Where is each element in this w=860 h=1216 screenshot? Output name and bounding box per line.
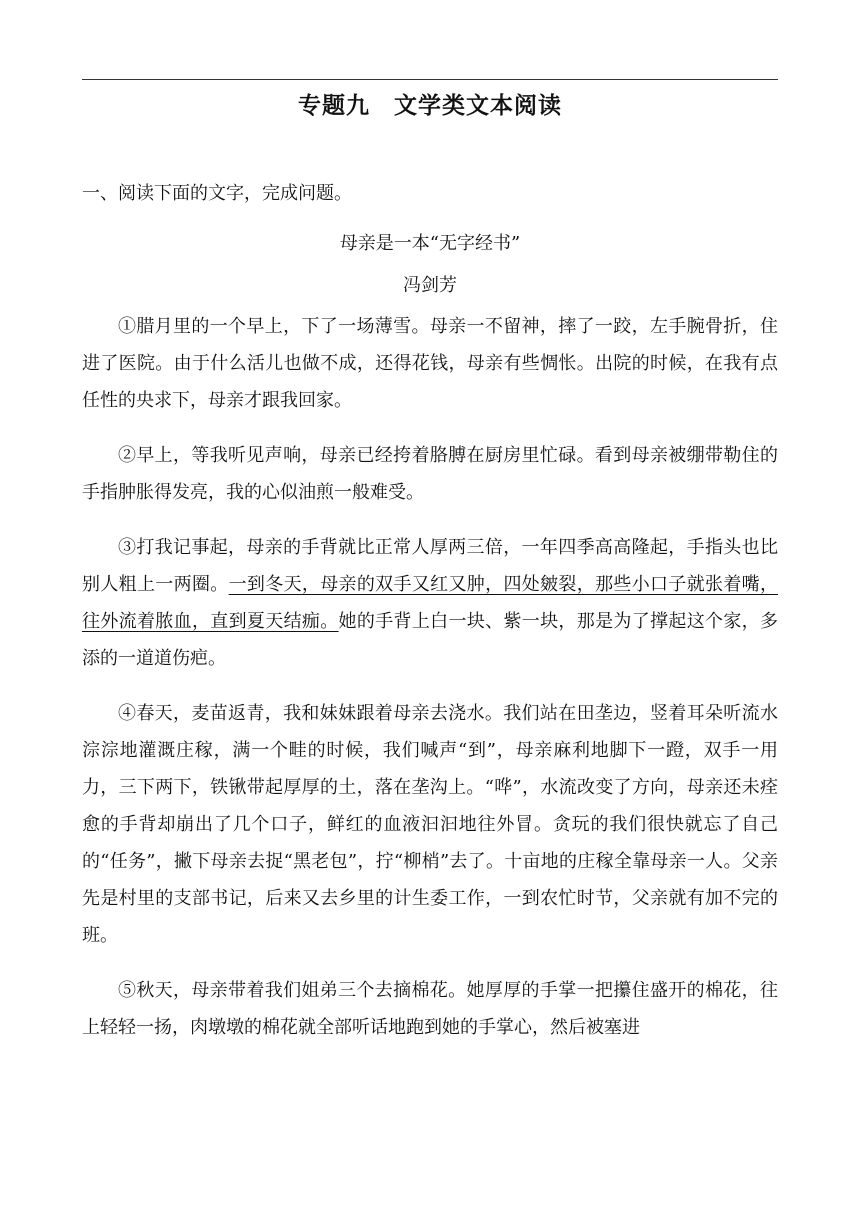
page-title: 专题九 文学类文本阅读 xyxy=(298,93,562,119)
underlined-sentence: 一到冬天，母亲的双手又红又肿，四处皴裂，那些小口子就张着嘴，往外流着脓血，直到夏天结痂。 xyxy=(82,574,778,632)
paragraph-2: ②早上，等我听见声响，母亲已经挎着胳膊在厨房里忙碌。看到母亲被绷带勒住的手指肿胀得发亮，我的心似油煎一般难受。 xyxy=(82,445,778,503)
question-heading: 一、阅读下面的文字，完成问题。 xyxy=(82,183,352,204)
paragraph-5: ⑤秋天，母亲带着我们姐弟三个去摘棉花。她厚厚的手掌一把攥住盛开的棉花，往上轻轻一扬，肉墩墩的棉花就全部听话地跑到她的手掌心，然后被塞进 xyxy=(82,980,778,1038)
paragraph-4: ④春天，麦苗返青，我和妹妹跟着母亲去浇水。我们站在田垄边，竖着耳朵听流水淙淙地灌溉庄稼，满一个畦的时候，我们喊声“到”，母亲麻利地脚下一蹬，双手一用力，三下两下，铁锹带起厚厚的土，落在垄沟上。“哗”，水流改变了方向，母亲还未痊愈的手背却崩出了几个口子，鲜红的血液汩汩地往外冒。贪玩的我们很快就忘了自己的“任务”，撇下母亲去捉“黑老包”，拧“柳梢”去了。十亩地的庄稼全靠母亲一人。父亲先是村里的支部书记，后来又去乡里的计生委工作，一到农忙时节，父亲就有加不完的班。 xyxy=(82,703,778,946)
article-author: 冯剑芳 xyxy=(403,275,457,296)
paragraph-3 xyxy=(82,529,778,677)
paragraph-1: ①腊月里的一个早上，下了一场薄雪。母亲一不留神，摔了一跤，左手腕骨折，住进了医院。由于什么活儿也做不成，还得花钱，母亲有些惆怅。出院的时候，在我有点任性的央求下，母亲才跟我回家。 xyxy=(82,316,778,411)
article-body xyxy=(82,308,778,1064)
paragraph-3-text-after: 她的手背上白一块、紫一块，那是为了撑起这个家，多添的一道道伤疤。 xyxy=(82,611,779,669)
paragraph-3-text: ③打我记事起，母亲的手背就比正常人厚两三倍，一年四季高高隆起，手指头也比别人粗上一两圈。 xyxy=(82,537,778,595)
top-divider xyxy=(82,79,778,80)
article-title: 母亲是一本“无字经书” xyxy=(339,233,521,254)
